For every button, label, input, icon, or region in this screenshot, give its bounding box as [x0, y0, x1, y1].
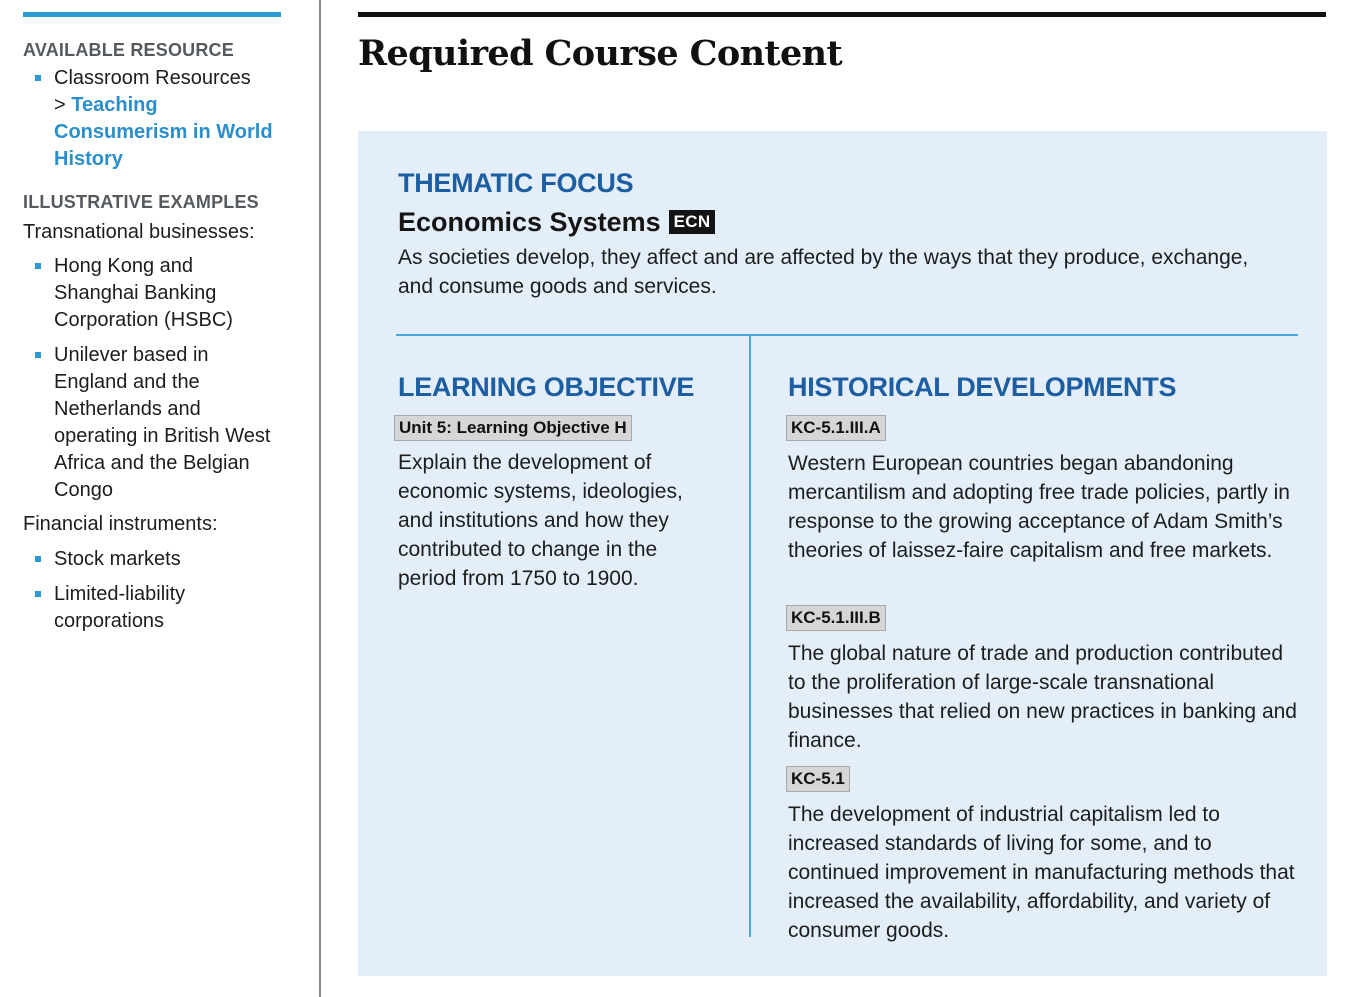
example-text: Limited-liability corporations — [54, 583, 186, 632]
column-divider — [319, 0, 321, 997]
transnational-businesses-label: Transnational businesses: — [23, 221, 255, 243]
main-top-rule — [358, 12, 1326, 17]
kc-code-tag: KC-5.1.III.A — [786, 415, 886, 441]
square-bullet-icon — [35, 75, 41, 81]
section-divider-vertical — [749, 336, 751, 937]
historical-development-text: Western European countries began abandoning mercantilism and adopting free trade policies, partly in response to the growing acceptance of Adam Smith’s theories of laissez-faire capitalism and free markets. — [788, 452, 1290, 562]
learning-objective-heading: LEARNING OBJECTIVE — [398, 372, 695, 402]
sidebar — [23, 12, 281, 635]
economics-systems-title: Economics Systems — [398, 207, 661, 237]
learning-objective-text: Explain the development of economic systems, ideologies, and institutions and how they contributed to change in the period from 1750 to 1900. — [398, 451, 683, 590]
page-title: Required Course Content — [358, 33, 843, 74]
resource-prefix: Classroom Resources — [54, 67, 251, 89]
example-text: Hong Kong and Shanghai Banking Corporation (HSBC) — [54, 255, 233, 331]
teaching-consumerism-link[interactable]: Teaching Consumerism in World History — [54, 94, 273, 170]
illustrative-examples-heading: ILLUSTRATIVE EXAMPLES — [23, 192, 259, 212]
transnational-businesses-list — [23, 253, 281, 504]
square-bullet-icon — [35, 352, 41, 358]
resource-list — [23, 65, 281, 173]
thematic-focus-heading: THEMATIC FOCUS — [398, 168, 634, 198]
financial-instruments-label: Financial instruments: — [23, 513, 218, 535]
kc-code-tag: KC-5.1.III.B — [786, 605, 886, 631]
available-resource-heading: AVAILABLE RESOURCE — [23, 40, 234, 60]
historical-development-item — [788, 605, 1298, 755]
course-content-panel — [358, 131, 1327, 976]
learning-objective-tag: Unit 5: Learning Objective H — [394, 415, 632, 441]
square-bullet-icon — [35, 591, 41, 597]
kc-code-tag: KC-5.1 — [786, 766, 850, 792]
resource-arrow: > — [54, 94, 66, 116]
list-item — [23, 65, 281, 173]
list-item — [23, 342, 281, 504]
square-bullet-icon — [35, 556, 41, 562]
historical-development-text: The global nature of trade and production contributed to the proliferation of large-scale transnational businesses that relied on new practices in banking and finance. — [788, 642, 1297, 752]
thematic-focus-description: As societies develop, they affect and are affected by the ways that they produce, exchange, and consume goods and services. — [398, 246, 1249, 298]
example-text: Unilever based in England and the Netherlands and operating in British West Africa and the Belgian Congo — [54, 344, 271, 501]
sidebar-top-rule — [23, 12, 281, 17]
example-text: Stock markets — [54, 548, 181, 570]
financial-instruments-list — [23, 546, 281, 635]
list-item — [23, 581, 281, 635]
section-divider-horizontal — [396, 334, 1298, 336]
historical-developments-heading: HISTORICAL DEVELOPMENTS — [788, 372, 1177, 402]
historical-development-item — [788, 415, 1298, 565]
historical-development-text: The development of industrial capitalism led to increased standards of living for some, and to continued improvement in manufacturing methods that increased the availability, affordability, and variety of consumer goods. — [788, 803, 1295, 942]
ecn-badge: ECN — [669, 210, 716, 234]
historical-development-item — [788, 766, 1298, 945]
list-item — [23, 546, 281, 573]
thematic-focus-subtitle — [398, 205, 715, 239]
list-item — [23, 253, 281, 334]
square-bullet-icon — [35, 263, 41, 269]
